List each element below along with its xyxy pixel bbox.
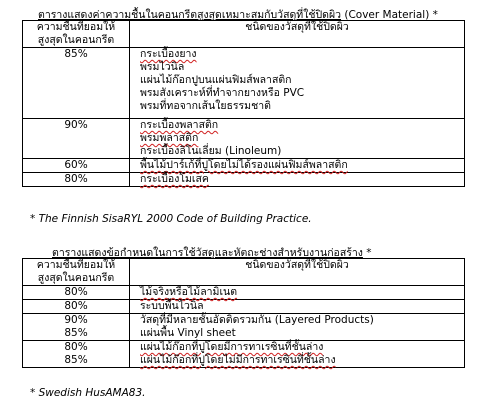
table1-header-moisture xyxy=(23,21,130,48)
table2-row4-materials xyxy=(130,341,465,368)
table-row xyxy=(23,341,465,368)
table1-row4-pct: 80% xyxy=(23,173,130,187)
table1-row4-materials xyxy=(130,173,465,187)
table2-row3-pct-2: 85% xyxy=(64,327,88,339)
list-item: แผ่นไม้ก๊อกที่ปูโดยมีการทาเรซินที่ชั้นล่าง xyxy=(140,341,324,353)
list-item: พรมพลาสติก xyxy=(140,132,199,144)
table2 xyxy=(22,258,465,368)
list-item: กระเบื้องลิโนเลี่ยม (Linoleum) xyxy=(140,145,282,157)
table1-caption-paren: (Cover Material) * xyxy=(344,9,438,21)
table2-row3-pct xyxy=(23,314,130,341)
table1-footnote: * The Finnish SisaRYL 2000 Code of Building Practice. xyxy=(30,213,312,225)
list-item: พรมสังเคราะห์ที่ทำจากยางหรือ PVC xyxy=(140,87,305,99)
table-row xyxy=(23,119,465,159)
list-item: กระเบื้องยาง xyxy=(140,48,197,60)
table1-row3-materials xyxy=(130,159,465,173)
table2-row2-pct: 80% xyxy=(23,300,130,314)
table2-row2-materials xyxy=(130,300,465,314)
table1-header-moisture-line2: สูงสุดในคอนกรีต xyxy=(37,34,115,46)
table2-row3-pct-1: 90% xyxy=(64,314,88,326)
table2-row4-pct-1: 80% xyxy=(64,341,88,353)
table2-header-material: ชนิดของวัสดุที่ใช้ปิดผิว xyxy=(130,259,465,286)
list-item: พรมไวนิล xyxy=(140,61,185,73)
list-item: กระเบื้องพลาสติก xyxy=(140,119,219,131)
table-row xyxy=(23,159,465,173)
table2-row3-materials xyxy=(130,314,465,341)
table1-caption-main: ตารางแสดงค่าความชื้นในคอนกรีตสูงสุดเหมาะสมกับวัสดุที่ใช้ปิดผิว xyxy=(38,9,342,21)
table2-row4-pct-2: 85% xyxy=(64,354,88,366)
table1-header-row xyxy=(23,21,465,48)
table-row xyxy=(23,314,465,341)
list-item: ระบบพื้นไวนิล xyxy=(140,300,204,312)
table2-row1-pct: 80% xyxy=(23,286,130,300)
table1 xyxy=(22,20,465,187)
list-item: แผ่นพื้น Vinyl sheet xyxy=(140,327,236,339)
table-row xyxy=(23,48,465,119)
table2-header-moisture-line2: สูงสุดในคอนกรีต xyxy=(37,272,115,284)
table2-caption-main: ตารางแสดงข้อกำหนดในการใช้วัสดุและหัตถะช่างสำหรับงานก่อสร้าง xyxy=(52,247,363,259)
table-row xyxy=(23,300,465,314)
table2-row4-pct xyxy=(23,341,130,368)
list-item: แผ่นไม้ก๊อกที่ปูโดยไม่มีการทาเรซินที่ชั้นล่าง xyxy=(140,354,336,366)
list-item: ไม้จริงหรือไม้ลามิเนต xyxy=(140,286,238,298)
table2-caption-star: * xyxy=(366,247,372,259)
table1-row1-pct: 85% xyxy=(23,48,130,119)
list-item: แผ่นไม้ก๊อกปูบนแผ่นฟิมส์พลาสติก xyxy=(140,74,292,86)
table-row xyxy=(23,173,465,187)
table2-header-moisture xyxy=(23,259,130,286)
table2-row1-materials xyxy=(130,286,465,300)
table2-header-moisture-line1: ความชื้นที่ยอมให้ xyxy=(36,259,116,271)
table1-row3-pct: 60% xyxy=(23,159,130,173)
list-item: พื้นไม้ปาร์เก้ที่ปูโดยไม่ได้รองแผ่นฟิมส์พลาสติก xyxy=(140,159,348,171)
table2-header-row xyxy=(23,259,465,286)
table1-header-moisture-line1: ความชื้นที่ยอมให้ xyxy=(36,21,116,33)
table1-header-material: ชนิดของวัสดุที่ใช้ปิดผิว xyxy=(130,21,465,48)
list-item: พรมที่ทอจากเส้นใยธรรมชาติ xyxy=(140,100,271,112)
list-item: วัสดุที่มีหลายชั้นอัดติดรวมกัน (Layered Products) xyxy=(140,314,374,326)
table1-row2-materials xyxy=(130,119,465,159)
table-row xyxy=(23,286,465,300)
table2-footnote: * Swedish HusAMA83. xyxy=(30,387,146,399)
table1-row2-pct: 90% xyxy=(23,119,130,159)
table1-row1-materials xyxy=(130,48,465,119)
list-item: กระเบื้องโมเสค xyxy=(140,173,209,185)
